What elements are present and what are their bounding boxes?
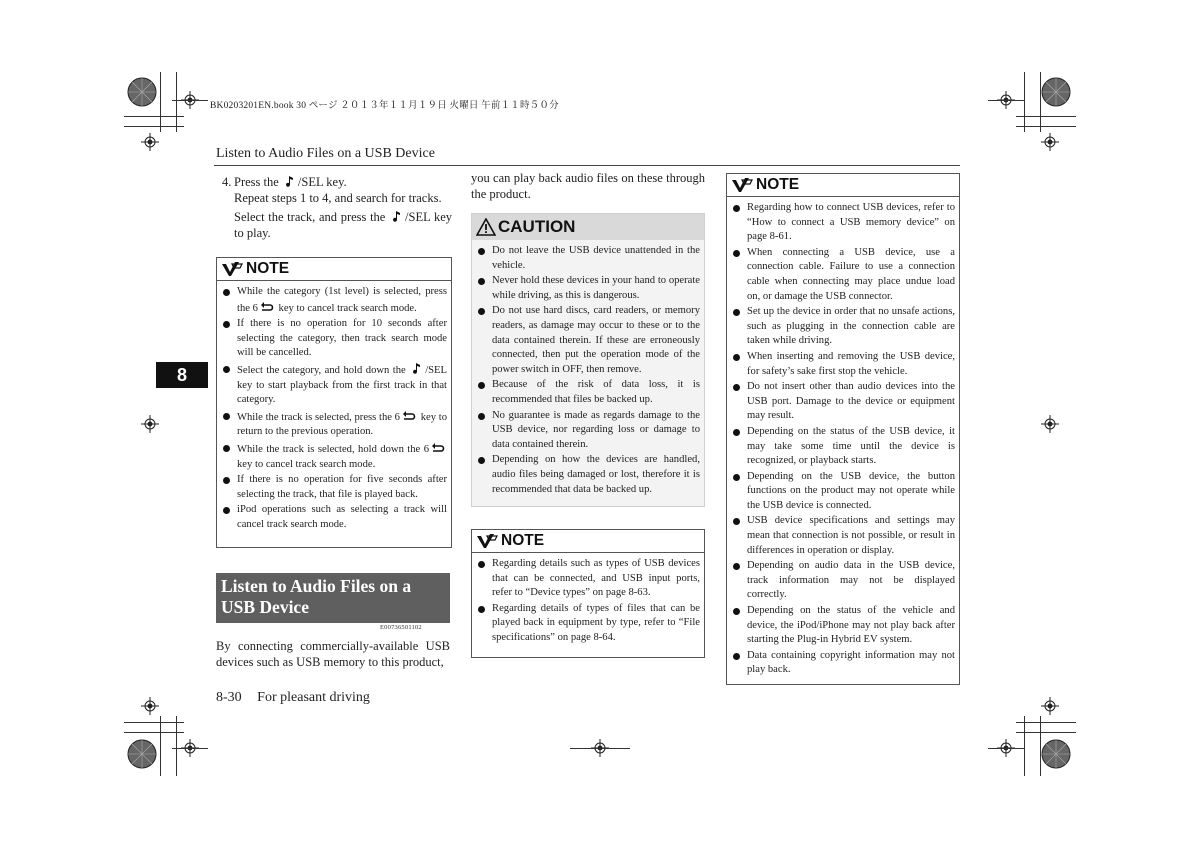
note-item [478, 602, 700, 646]
note-item [733, 514, 955, 558]
note-item [733, 380, 955, 424]
crop-line [172, 748, 208, 749]
note-check-icon [221, 261, 243, 277]
note-item [733, 350, 955, 379]
bullet-dot-icon [223, 477, 230, 484]
note-item-text: While the track is selected, hold down the 6 [237, 443, 429, 455]
back-arrow-key-icon [402, 409, 416, 421]
note-list [472, 553, 704, 651]
note-item [223, 473, 447, 502]
bullet-dot-icon [223, 445, 230, 452]
back-arrow-key-icon [431, 441, 445, 453]
crop-line [160, 72, 161, 132]
note-item-text: Depending on the status of the USB device, it may take some time until the device is recognized, or playback starts. [747, 425, 955, 467]
bullet-dot-icon [733, 429, 740, 436]
crosshair-mark-icon [141, 697, 159, 715]
note-list [727, 197, 959, 683]
note-item-text: key to return to the previous operation. [237, 411, 447, 438]
step-line-3-pre: Select the track, and press the [234, 210, 386, 224]
caution-item [478, 274, 700, 303]
section-title-banner: Listen to Audio Files on a USB Device [216, 573, 450, 623]
registration-rosette-icon [126, 76, 158, 108]
caution-item-text: Never hold these devices in your hand to operate while driving, as this is dangerous. [492, 275, 700, 301]
section-intro: By connecting commercially-available USB devices such as USB memory to this product, [216, 639, 450, 669]
bullet-dot-icon [733, 608, 740, 615]
caution-item-text: No guarantee is made as regards damage to the USB device, nor regarding loss or damage to data contained therein. [492, 409, 700, 450]
crop-line [176, 72, 177, 132]
caution-item-text: Do not leave the USB device unattended in the vehicle. [492, 245, 700, 271]
crop-line [1016, 722, 1076, 723]
bullet-dot-icon [733, 205, 740, 212]
registration-rosette-icon [1040, 76, 1072, 108]
crop-line [988, 100, 1024, 101]
note-item-text: key to cancel track search mode. [237, 458, 376, 470]
note-box-1 [216, 257, 452, 548]
note-box-title: NOTE [727, 174, 959, 197]
bullet-dot-icon [733, 653, 740, 660]
crop-line [124, 732, 184, 733]
note-item [733, 604, 955, 648]
note-item-text: Set up the device in order that no unsafe actions, such as plugging in the connection cable are taken while driving. [747, 306, 955, 347]
caution-item-text: Do not use hard discs, card readers, or memory readers, as damage may occur to these or to the data contained therein. If these are erroneously connected, then put the operation mode of the power switch in OFF, then remove. [492, 305, 700, 375]
note-item [223, 285, 447, 316]
note-list [217, 281, 451, 538]
caution-item [478, 409, 700, 453]
note-item-text: Regarding details such as types of USB devices that can be connected, and USB input ports, refer to “Device types” on page 8-63. [492, 558, 700, 599]
note-check-icon [731, 177, 753, 193]
note-item [478, 557, 700, 601]
caution-item [478, 453, 700, 497]
note-item-text: While the category (1st level) is selected, press the 6 [237, 286, 447, 314]
bullet-dot-icon [478, 278, 485, 285]
print-header-note: BK0203201EN.book 30 ページ ２０１３年１１月１９日 火曜日 午前１１時５０分 [210, 101, 559, 111]
bullet-dot-icon [733, 309, 740, 316]
crosshair-mark-icon [1041, 133, 1059, 151]
note-item-text: While the track is selected, press the 6 [237, 411, 400, 423]
note-box-title: NOTE [472, 530, 704, 553]
step-line-3-post: /SEL key to play. [234, 210, 452, 240]
note-item [733, 246, 955, 304]
caution-box-title: CAUTION [472, 214, 704, 240]
footer-label: For pleasant driving [257, 690, 370, 705]
crop-line [176, 716, 177, 776]
note-item-text: Depending on the USB device, the button functions on the product may not operate while the USB device is connected. [747, 470, 955, 511]
step-line-2: Repeat steps 1 to 4, and search for tracks. [234, 191, 442, 205]
bullet-dot-icon [478, 561, 485, 568]
crop-line [988, 748, 1024, 749]
note-box-3 [726, 173, 960, 685]
note-item-text: Regarding how to connect USB devices, refer to “How to connect a USB memory device” on page 8-61. [747, 202, 955, 243]
chapter-tab: 8 [156, 362, 208, 388]
section-intro-continued: you can play back audio files on these through the product. [471, 171, 705, 201]
note-item-text: When inserting and removing the USB device, for safety’s sake first stop the vehicle. [747, 350, 955, 377]
step-number: 4. [222, 175, 232, 189]
note-box-2 [471, 529, 705, 658]
crop-line [124, 126, 184, 127]
page-footer [216, 690, 370, 706]
music-note-key-icon [284, 175, 296, 187]
note-item [733, 305, 955, 349]
header-rule [214, 165, 960, 166]
page-running-head: Listen to Audio Files on a USB Device [216, 146, 435, 161]
bullet-dot-icon [223, 289, 230, 296]
note-item-text: If there is no operation for 10 seconds after selecting the category, then track search mode will be cancelled. [237, 318, 447, 359]
bullet-dot-icon [733, 563, 740, 570]
caution-item [478, 304, 700, 377]
warning-triangle-icon [476, 218, 496, 236]
note-item-text: Select the category, and hold down the [237, 364, 410, 376]
caution-item [478, 378, 700, 407]
note-item [733, 470, 955, 514]
crop-line [1024, 716, 1025, 776]
bullet-dot-icon [223, 507, 230, 514]
crosshair-mark-icon [1041, 415, 1059, 433]
registration-rosette-icon [126, 738, 158, 770]
step-4 [222, 174, 452, 241]
note-box-title: NOTE [217, 258, 451, 281]
note-item [223, 362, 447, 408]
bullet-dot-icon [223, 321, 230, 328]
note-item [733, 425, 955, 469]
bullet-dot-icon [478, 413, 485, 420]
note-item [223, 317, 447, 361]
note-item-text: Data containing copyright information may not play back. [747, 649, 955, 676]
note-item-text: /SEL key to start playback from the first track in that category. [237, 364, 447, 406]
back-arrow-key-icon [260, 300, 274, 312]
crop-line [160, 716, 161, 776]
bullet-dot-icon [478, 248, 485, 255]
bullet-dot-icon [733, 518, 740, 525]
crop-line [1016, 116, 1076, 117]
bullet-dot-icon [478, 457, 485, 464]
note-item-text: When connecting a USB device, use a connection cable. Failure to use a connection cable when connecting may place undue load on, or damage the USB connector. [747, 246, 955, 302]
step-text-pre: Press the [234, 175, 279, 189]
note-item [733, 649, 955, 678]
caution-item [478, 244, 700, 273]
bullet-dot-icon [733, 250, 740, 257]
note-item-text: key to cancel track search mode. [275, 302, 417, 314]
bullet-dot-icon [478, 382, 485, 389]
bullet-dot-icon [733, 354, 740, 361]
page-number: 8-30 [216, 690, 242, 705]
crop-line [1016, 126, 1076, 127]
note-item-text: USB device specifications and settings may mean that connection is not possible, or result in differences in operation or display. [747, 515, 955, 556]
bullet-dot-icon [733, 474, 740, 481]
note-item-text: Regarding details of types of files that can be played back in equipment by type, refer to “File specifications” on page 8-64. [492, 602, 700, 643]
bullet-dot-icon [478, 606, 485, 613]
note-item [223, 409, 447, 440]
crosshair-mark-icon [1041, 697, 1059, 715]
caution-box [471, 213, 705, 507]
note-item-text: Depending on audio data in the USB device, track information may not be displayed correctly. [747, 560, 955, 601]
note-check-icon [476, 533, 498, 549]
crosshair-mark-icon [141, 133, 159, 151]
bullet-dot-icon [733, 384, 740, 391]
registration-rosette-icon [1040, 738, 1072, 770]
note-item-text: If there is no operation for five seconds after selecting the track, that file is played back. [237, 474, 447, 500]
caution-item-text: Depending on how the devices are handled, audio files being damaged or lost, therefore it is recommended that data be backed up. [492, 454, 700, 495]
crop-line [1016, 732, 1076, 733]
bullet-dot-icon [223, 366, 230, 373]
crop-line [124, 722, 184, 723]
note-item [733, 201, 955, 245]
note-item [223, 503, 447, 532]
music-note-key-icon [411, 362, 423, 374]
note-item [223, 441, 447, 472]
crop-line [570, 748, 630, 749]
note-item [733, 559, 955, 603]
note-item-text: Depending on the status of the vehicle and device, the iPod/iPhone may not play back after starting the Plug-in Hybrid EV system. [747, 605, 955, 646]
note-item-text: iPod operations such as selecting a track will cancel track search mode. [237, 504, 447, 530]
crop-line [124, 116, 184, 117]
note-item-text: Do not insert other than audio devices into the USB port. Damage to the device or equipment may result. [747, 381, 955, 422]
crop-line [172, 100, 208, 101]
bullet-dot-icon [478, 308, 485, 315]
crop-line [1024, 72, 1025, 132]
caution-list [472, 240, 704, 502]
bullet-dot-icon [223, 413, 230, 420]
caution-item-text: Because of the risk of data loss, it is recommended that files be backed up. [492, 379, 700, 405]
step-text-post: /SEL key. [297, 175, 347, 189]
crosshair-mark-icon [141, 415, 159, 433]
music-note-key-icon [391, 210, 403, 222]
section-code: E00736501102 [380, 624, 422, 631]
